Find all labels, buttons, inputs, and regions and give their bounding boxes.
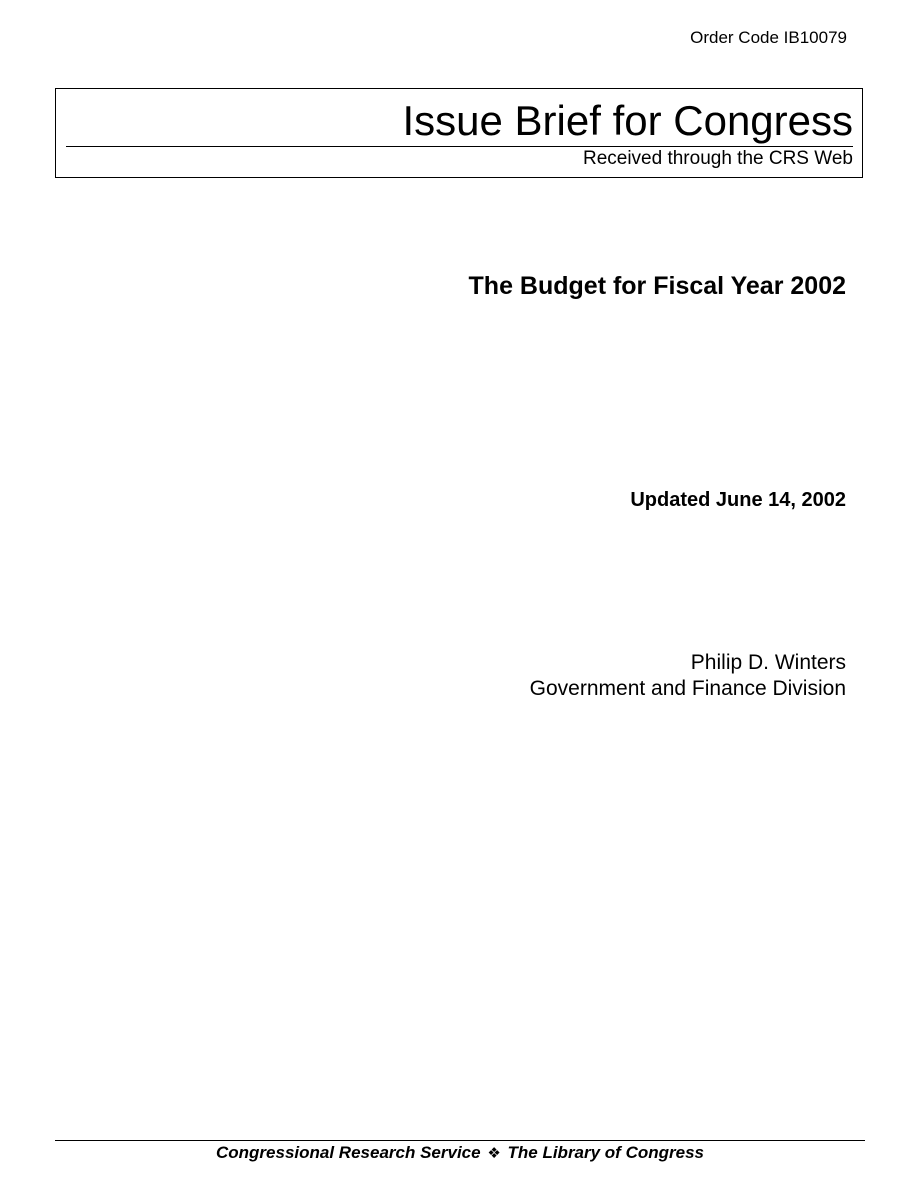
footer-separator-icon: ❖	[487, 1144, 501, 1162]
author-name: Philip D. Winters	[690, 651, 846, 674]
updated-date: Updated June 14, 2002	[630, 489, 846, 511]
author-division: Government and Finance Division	[529, 677, 846, 700]
footer	[0, 1143, 920, 1163]
document-title: The Budget for Fiscal Year 2002	[468, 272, 846, 300]
header-title: Issue Brief for Congress	[402, 97, 853, 144]
header-subtitle: Received through the CRS Web	[582, 148, 853, 169]
issue-brief-header	[55, 88, 863, 178]
footer-divider	[55, 1140, 865, 1141]
author-block	[530, 650, 846, 702]
footer-publisher: Congressional Research Service	[216, 1143, 481, 1162]
order-code: Order Code IB10079	[690, 28, 847, 47]
footer-library: The Library of Congress	[507, 1143, 704, 1162]
